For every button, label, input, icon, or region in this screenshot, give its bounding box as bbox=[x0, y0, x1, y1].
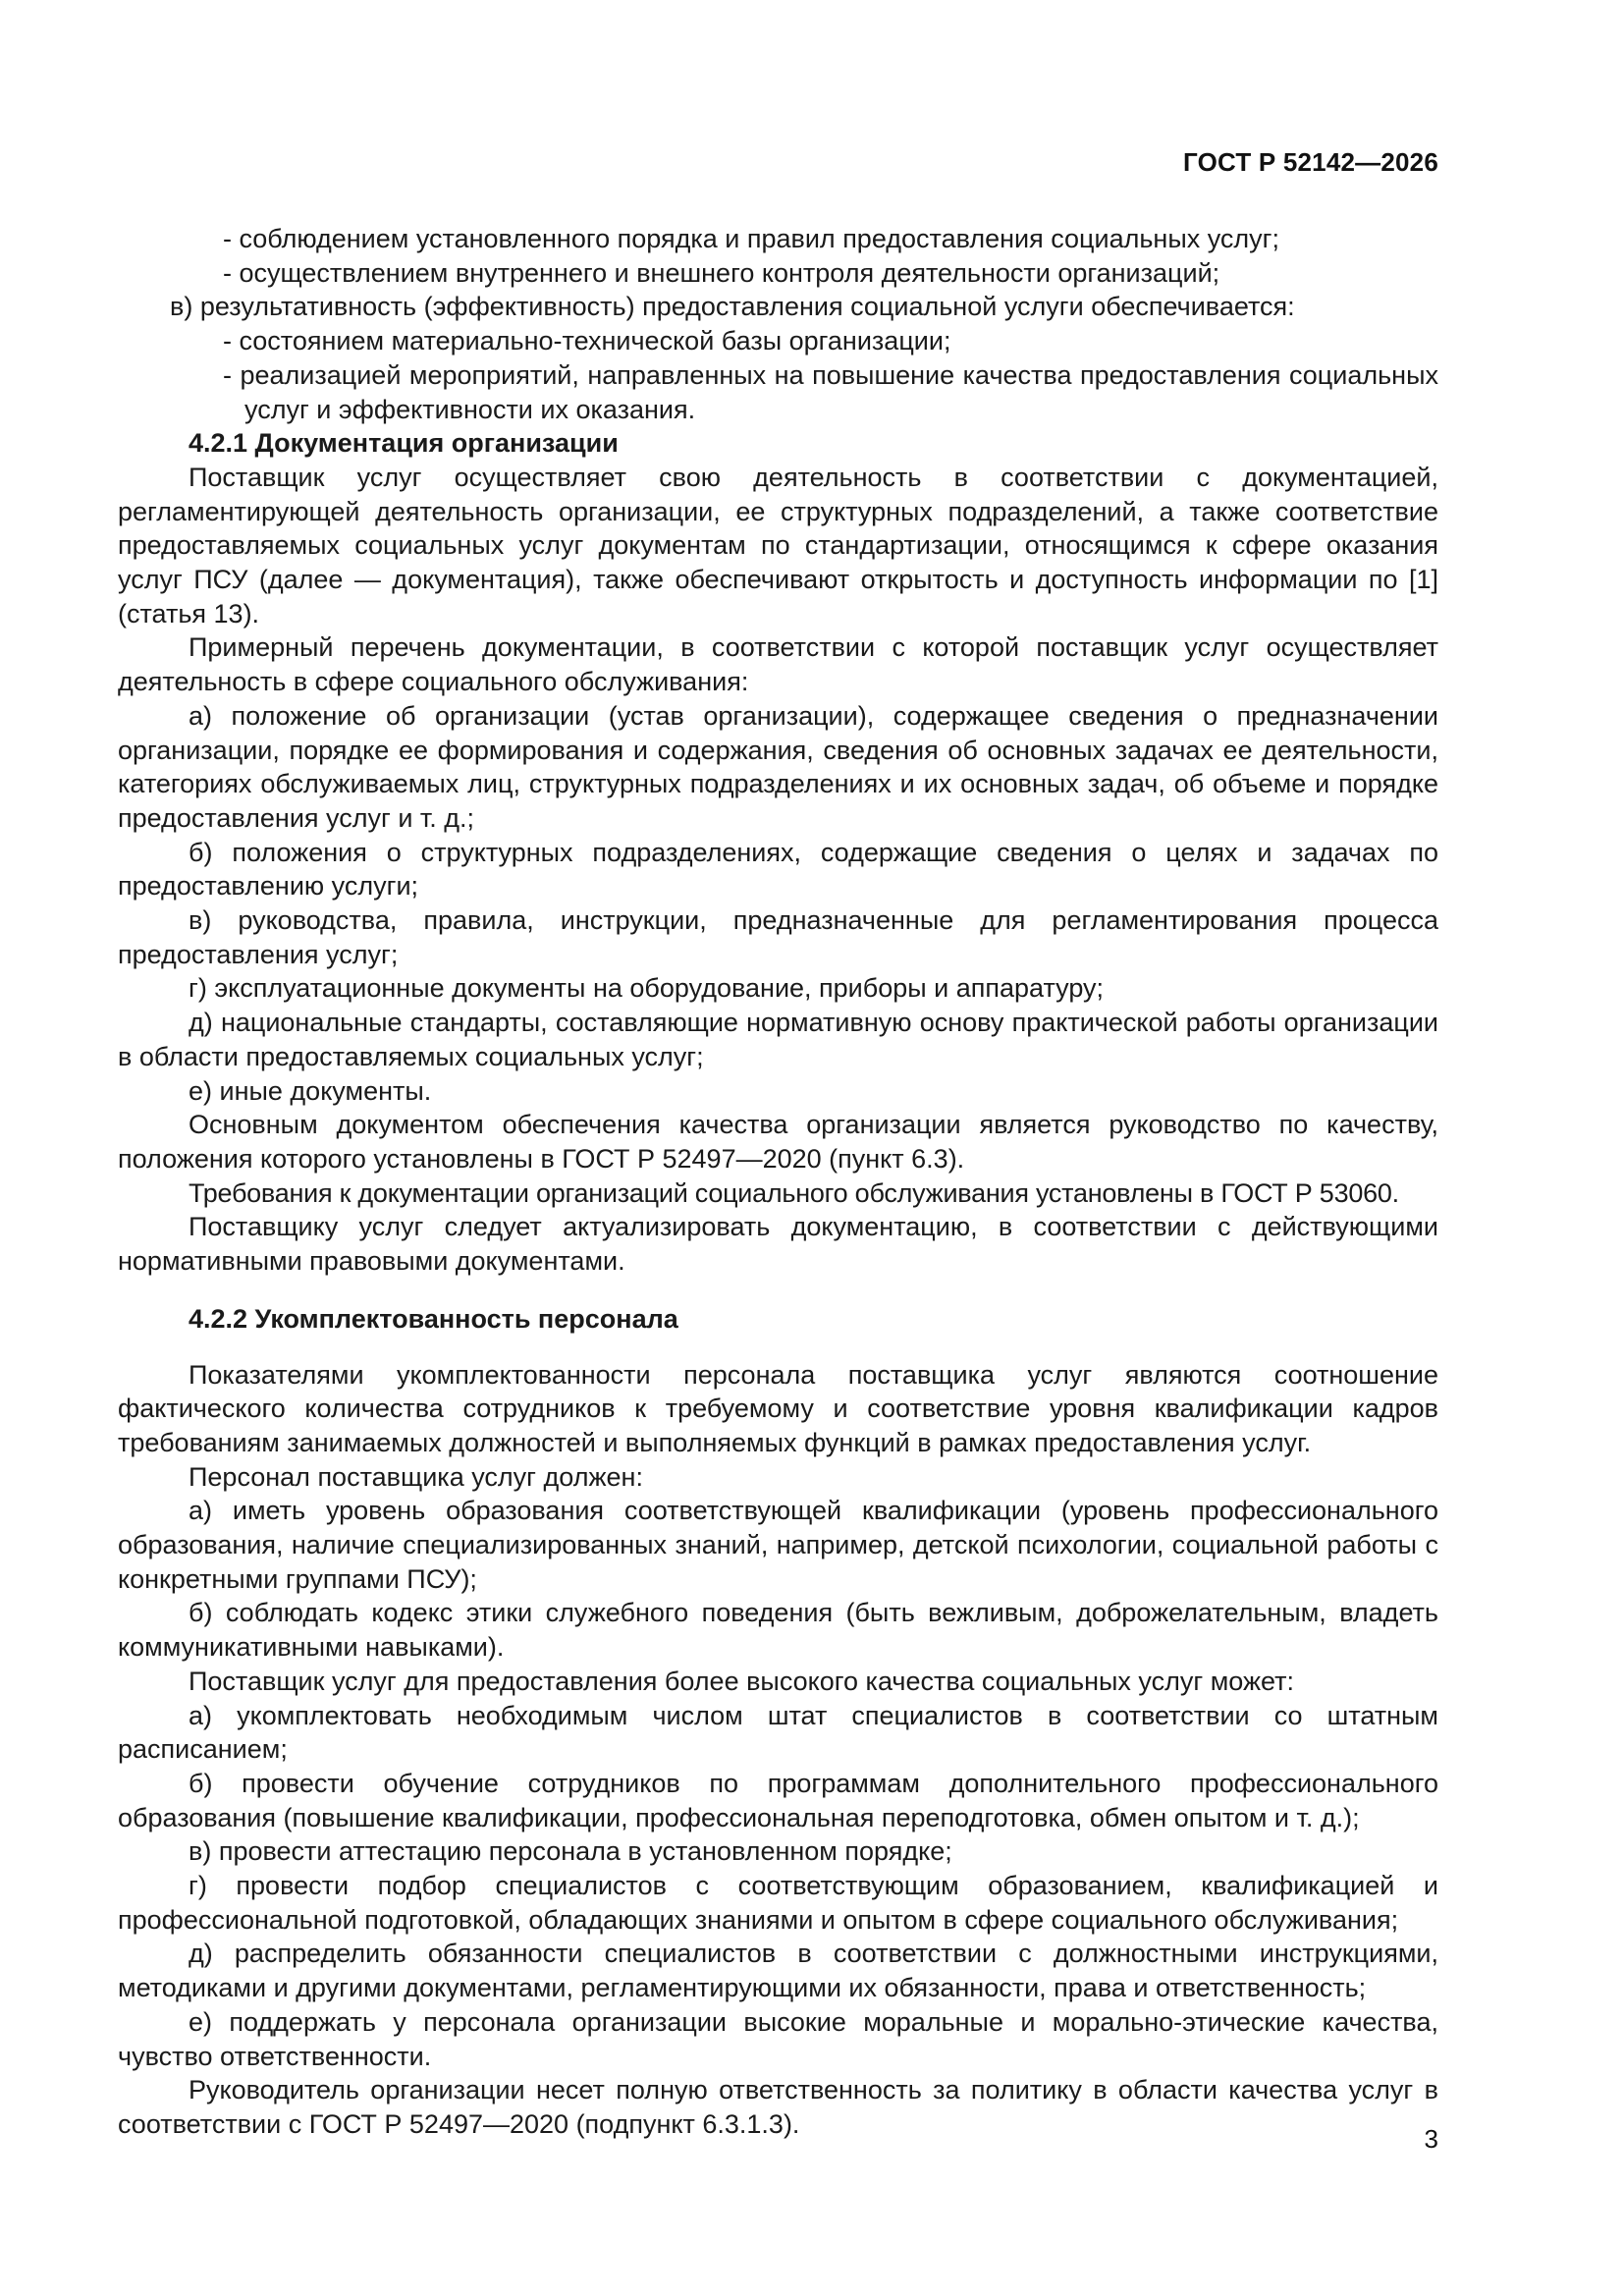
body-paragraph: Примерный перечень документации, в соответствии с которой поставщик услуг осуществляет деятельность в сфере социального обслуживания: bbox=[118, 632, 1438, 697]
body-paragraph: Требования к документации организаций социального обслуживания установлены в ГОСТ Р 53060. bbox=[189, 1177, 1399, 1208]
dash-item: - осуществлением внутреннего и внешнего контроля деятельности организаций; bbox=[223, 257, 1220, 288]
document-code-header: ГОСТ Р 52142—2026 bbox=[1183, 147, 1438, 177]
body-paragraph: Показателями укомплектованности персонала поставщика услуг являются соотношение фактического количества сотрудников к требуемому и соответствие уровня квалификации кадров требованиям занимаемых должностей и выполняемых функций в рамках предоставления услуг. bbox=[118, 1359, 1438, 1457]
list-item: в) провести аттестацию персонала в установленном порядке; bbox=[189, 1836, 952, 1867]
list-item: г) провести подбор специалистов с соответствующим образованием, квалификацией и профессиональной подготовкой, обладающих знаниями и опытом в сфере социального обслуживания; bbox=[118, 1871, 1438, 1935]
body-paragraph: Поставщику услуг следует актуализировать документацию, в соответствии с действующими нормативными правовыми документами. bbox=[118, 1212, 1438, 1277]
list-item: б) соблюдать кодекс этики служебного поведения (быть вежливым, доброжелательным, владеть коммуникативными навыками). bbox=[118, 1598, 1438, 1663]
dash-item: - состоянием материально-технической базы организации; bbox=[223, 326, 951, 356]
body-paragraph: Поставщик услуг осуществляет свою деятельность в соответствии с документацией, регламентирующей деятельность организации, ее структурных подразделений, а также соответствие предоставляемых социальных услуг документам по стандартизации, относящимся к сфере оказания услуг ПСУ (далее — документация), также обеспечивают открытость и доступность информации по [1] (статья 13). bbox=[118, 462, 1438, 629]
body-paragraph: Персонал поставщика услуг должен: bbox=[189, 1461, 643, 1492]
list-item: а) положение об организации (устав организации), содержащее сведения о предназначении организации, порядке ее формирования и содержания, сведения об основных задачах ее деятельности, категориях обслуживаемых лиц, структурных подразделениях и их основных задач, об объеме и порядке предоставления услуг и т. д.; bbox=[118, 700, 1438, 833]
list-item: б) провести обучение сотрудников по программам дополнительного профессионального образования (повышение квалификации, профессиональная переподготовка, обмен опытом и т. д.); bbox=[118, 1768, 1438, 1832]
body-paragraph: Поставщик услуг для предоставления более высокого качества социальных услуг может: bbox=[189, 1666, 1295, 1696]
list-item: б) положения о структурных подразделениях, содержащие сведения о целях и задачах по предоставлению услуги; bbox=[118, 837, 1438, 902]
section-heading-4-2-2: 4.2.2 Укомплектованность персонала bbox=[189, 1303, 678, 1334]
list-item: е) поддержать у персонала организации высокие моральные и морально-этические качества, чувство ответственности. bbox=[118, 2006, 1438, 2071]
page-number: 3 bbox=[1424, 2124, 1438, 2154]
list-item: д) распределить обязанности специалистов в соответствии с должностными инструкциями, методиками и другими документами, регламентирующими их обязанности, права и ответственность; bbox=[118, 1939, 1438, 2003]
list-item: а) укомплектовать необходимым числом штат специалистов в соответствии со штатным расписанием; bbox=[118, 1700, 1438, 1765]
list-item: е) иные документы. bbox=[189, 1075, 432, 1106]
list-item: в) руководства, правила, инструкции, предназначенные для регламентирования процесса предоставления услуг; bbox=[118, 905, 1438, 969]
list-item-v: в) результативность (эффективность) предоставления социальной услуги обеспечивается: bbox=[170, 292, 1295, 322]
list-item: г) эксплуатационные документы на оборудование, приборы и аппаратуру; bbox=[189, 973, 1105, 1004]
dash-item: - соблюдением установленного порядка и правил предоставления социальных услуг; bbox=[223, 224, 1280, 253]
document-body bbox=[118, 222, 1438, 2142]
body-paragraph: Основным документом обеспечения качества организации является руководство по качеству, положения которого установлены в ГОСТ Р 52497—2020 (пункт 6.3). bbox=[118, 1110, 1438, 1174]
list-item: а) иметь уровень образования соответствующей квалификации (уровень профессионального образования, наличие специализированных знаний, например, детской психологии, социальной работы с конкретными группами ПСУ); bbox=[118, 1496, 1438, 1594]
section-heading-4-2-1: 4.2.1 Документация организации bbox=[189, 428, 619, 459]
list-item: д) национальные стандарты, составляющие нормативную основу практической работы организации в области предоставляемых социальных услуг; bbox=[118, 1008, 1438, 1071]
dash-item: - реализацией мероприятий, направленных на повышение качества предоставления социальных услуг и эффективности их оказания. bbox=[223, 359, 1438, 424]
body-paragraph: Руководитель организации несет полную ответственность за политику в области качества услуг в соответствии с ГОСТ Р 52497—2020 (подпункт 6.3.1.3). bbox=[118, 2075, 1438, 2139]
